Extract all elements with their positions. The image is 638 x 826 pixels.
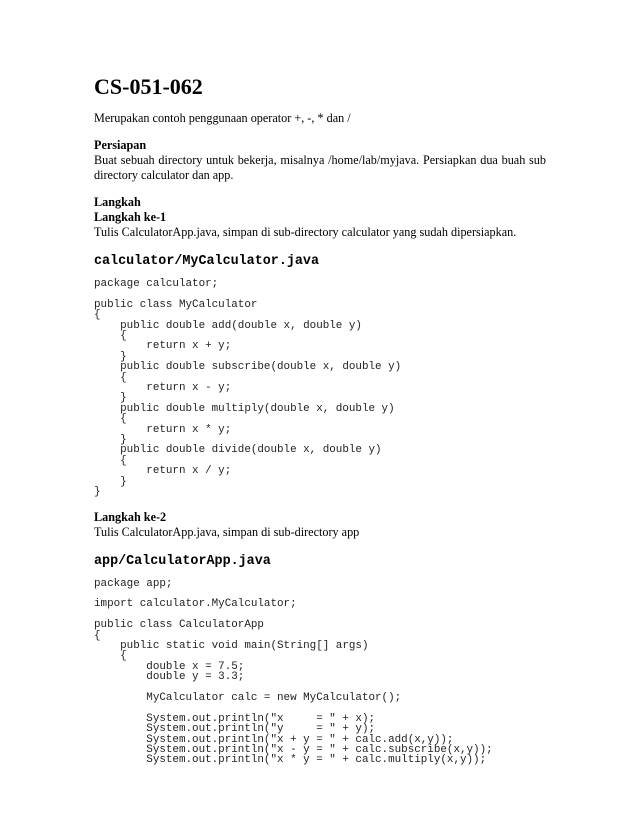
step2-text: Tulis CalculatorApp.java, simpan di sub-directory app bbox=[94, 524, 360, 539]
persiapan-heading: Persiapan bbox=[94, 138, 147, 152]
file1-name: calculator/MyCalculator.java bbox=[94, 254, 319, 269]
code-line: public double divide(double x, double y) bbox=[94, 444, 382, 457]
code-line: System.out.println("x - y = " + calc.subscribe(x,y)); bbox=[94, 743, 493, 756]
code-line: package calculator; bbox=[94, 278, 219, 290]
code-line: System.out.println("y = " + y); bbox=[94, 723, 376, 736]
code-line: return x - y; bbox=[94, 382, 232, 395]
code-line: public class MyCalculator bbox=[94, 298, 258, 311]
step1-heading: Langkah ke-1 bbox=[94, 210, 167, 224]
code-line: return x + y; bbox=[94, 340, 232, 353]
code-line: } bbox=[94, 392, 127, 405]
code-line: public double add(double x, double y) bbox=[94, 319, 362, 332]
code-line: double y = 3.3; bbox=[94, 671, 245, 684]
code-line: System.out.println("x + y = " + calc.add(x,y)); bbox=[94, 733, 454, 746]
code-line: import calculator.MyCalculator; bbox=[94, 598, 297, 611]
code-line: { bbox=[94, 330, 127, 343]
document-page bbox=[94, 74, 546, 766]
step1-text: Tulis CalculatorApp.java, simpan di sub-directory calculator yang sudah dipersiapkan. bbox=[94, 225, 517, 239]
code-line: double x = 7.5; bbox=[94, 660, 245, 673]
code-line: { bbox=[94, 371, 127, 384]
code-line: return x / y; bbox=[94, 465, 232, 478]
code-line: public double subscribe(double x, double y) bbox=[94, 361, 402, 374]
file1-code-block bbox=[94, 279, 546, 498]
langkah-heading: Langkah bbox=[94, 195, 141, 209]
code-line: System.out.println("x * y = " + calc.multiply(x,y)); bbox=[94, 754, 487, 767]
code-line: public class CalculatorApp bbox=[94, 619, 264, 632]
code-line: public static void main(String[] args) bbox=[94, 639, 369, 652]
code-line: } bbox=[94, 350, 127, 363]
step2-heading: Langkah ke-2 bbox=[94, 509, 167, 524]
code-line: package app; bbox=[94, 577, 173, 590]
code-line: { bbox=[94, 413, 127, 426]
intro-text: Merupakan contoh penggunaan operator +, -, * dan / bbox=[94, 111, 351, 125]
code-line: public double multiply(double x, double y) bbox=[94, 402, 395, 415]
code-line: { bbox=[94, 309, 101, 322]
code-line: } bbox=[94, 486, 101, 499]
code-line: { bbox=[94, 629, 101, 642]
code-line: System.out.println("x = " + x); bbox=[94, 712, 376, 725]
code-line: return x * y; bbox=[94, 423, 232, 436]
code-line: { bbox=[94, 454, 127, 467]
code-line: { bbox=[94, 650, 127, 663]
code-line: MyCalculator calc = new MyCalculator(); bbox=[94, 691, 402, 704]
document-title: CS-051-062 bbox=[94, 74, 203, 99]
file2-name: app/CalculatorApp.java bbox=[94, 553, 271, 569]
code-line: } bbox=[94, 475, 127, 488]
file2-code-block bbox=[94, 579, 546, 766]
persiapan-text: Buat sebuah directory untuk bekerja, misalnya /home/lab/myjava. Persiapkan dua buah sub directory calculator dan app. bbox=[94, 153, 546, 182]
code-line: } bbox=[94, 434, 127, 447]
